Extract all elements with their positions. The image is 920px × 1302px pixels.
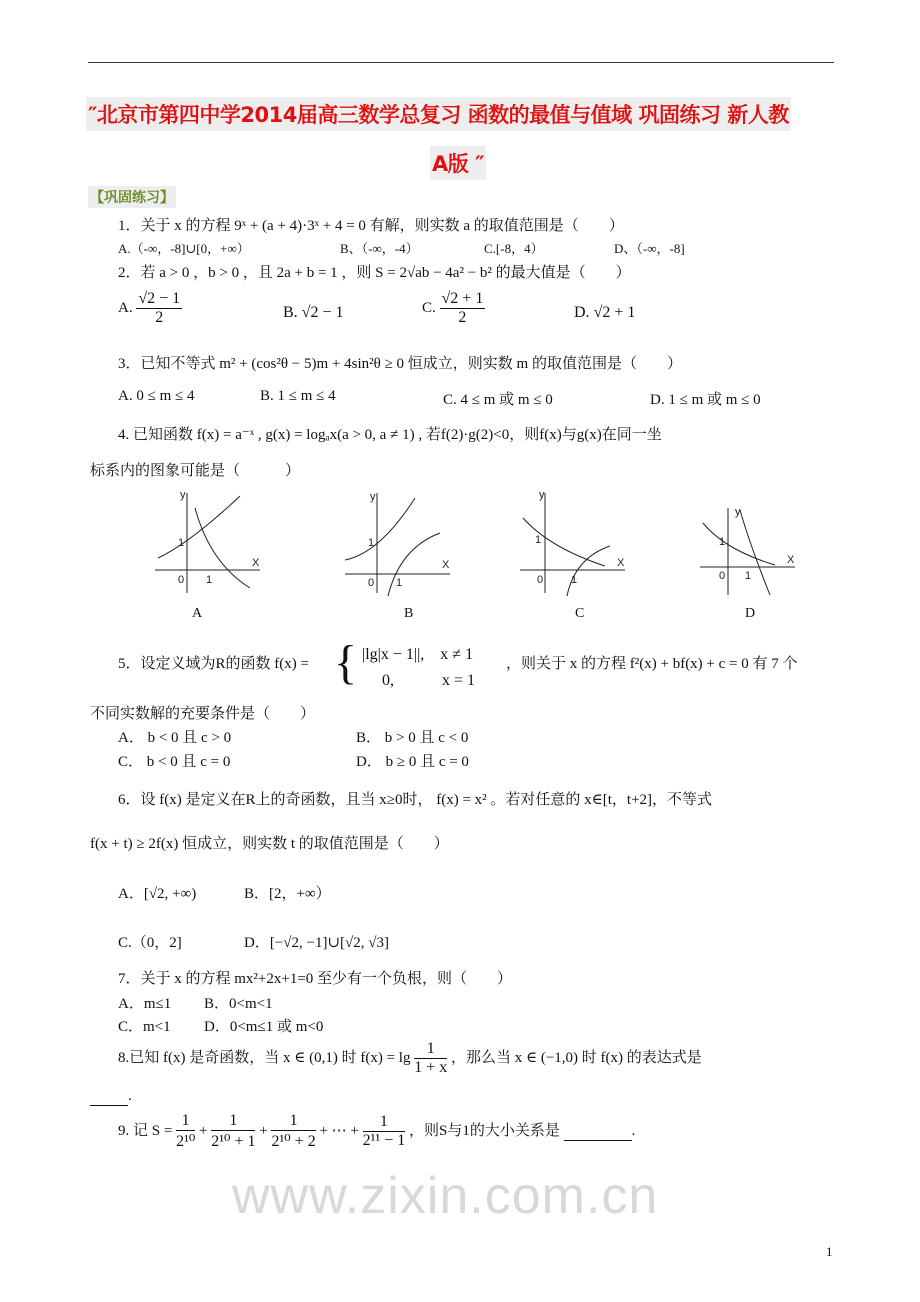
q2-stem: 2．若 a > 0 ，b > 0 ，且 2a + b = 1 ，则 S = 2√ab − 4a² − b² 的最大值是（ ） [118,265,631,281]
blank-line[interactable] [90,1088,128,1106]
q9-stem-b: ，则S与1的大小关系是 [408,1122,560,1139]
q6-stem-line-2: f(x + t) ≥ 2f(x) 恒成立，则实数 t 的取值范围是（ ） [90,836,449,852]
numerator: √2 + 1 [441,290,484,307]
denominator: 2 [155,309,164,326]
q5-option-a: A． b < 0 且 c > 0 [118,730,232,746]
option-label: C. [422,299,436,316]
term-3 [271,1112,315,1151]
q1-option-d: D、（-∞，-8] [614,241,685,256]
q4-stem-line-2: 标系内的图象可能是（ ） [90,463,301,479]
q1-option-b: B、（-∞，-4） [340,241,419,256]
option-value: √2 + 1 [593,304,636,321]
zero-label: 0 [178,574,185,586]
q7-option-c: C．m<1 [118,1019,171,1035]
q8-answer-blank[interactable] [90,1088,132,1106]
option-value: √2 − 1 [301,304,344,321]
y-label: y [539,489,545,501]
q9-stem [118,1112,635,1151]
graph-b [340,488,460,598]
q7-option-b: B．0<m<1 [204,996,273,1012]
denominator: 2¹⁰ + 1 [211,1133,256,1150]
fraction [414,1040,447,1077]
top-rule [88,62,834,63]
q9-stem-a: 9. 记 S = [118,1122,173,1139]
q6-option-b: B．[2，+∞） [244,886,331,902]
one-label: 1 [178,537,185,549]
q6-option-c: C.（0，2] [118,935,182,951]
curve-exponential [345,498,415,560]
one-label: 1 [745,570,752,582]
fraction [136,290,182,327]
zero-label: 0 [368,577,375,589]
q3-option-a: A. 0 ≤ m ≤ 4 [118,388,195,404]
term-2 [211,1112,255,1151]
graph-b-label: B [404,606,414,621]
q5-stem-b: ，则关于 x 的方程 f²(x) + bf(x) + c = 0 有 7 个 [506,656,798,672]
curve-log [740,510,770,595]
ellipsis: + ⋯ + [319,1122,359,1139]
q7-option-d: D．0<m≤1 或 m<0 [204,1019,324,1035]
q1-option-a: A.（-∞，-8]∪[0，+∞） [118,241,250,256]
graph-c-label: C [575,606,585,621]
graph-a [150,488,270,598]
q1-stem: 1．关于 x 的方程 9ˣ + (a + 4)·3ˣ + 4 = 0 有解，则实数 a 的取值范围是（ ） [118,218,624,234]
plus: + [259,1122,268,1139]
curve-exponential [703,523,775,565]
numerator: 1 [271,1112,315,1131]
numerator: √2 − 1 [138,290,181,307]
x-label: X [252,557,260,569]
fraction [440,290,486,327]
term-1 [176,1112,195,1151]
graph-a-label: A [192,606,203,621]
one-label: 1 [571,574,578,586]
one-label: 1 [206,574,213,586]
x-label: X [617,557,625,569]
denominator: 2¹⁰ [176,1133,196,1150]
q6-stem-line-1: 6．设 f(x) 是定义在R上的奇函数，且当 x≥0时， f(x) = x² 。若对任意的 x∈[t，t+2]，不等式 [118,792,713,808]
q2-option-c [422,290,485,327]
y-label: y [370,491,376,503]
y-label: y [180,489,186,501]
one-label: 1 [719,536,726,548]
page-number: 1 [826,1244,833,1259]
zero-label: 0 [537,574,544,586]
one-label: 1 [396,577,403,589]
q5-option-b: B． b > 0 且 c < 0 [356,730,469,746]
q2-option-d [574,304,635,322]
graph-d [695,505,805,600]
x-label: X [787,554,795,566]
option-label: D. [574,304,590,321]
q8-stem-line-1 [118,1040,702,1077]
y-label: y [735,506,741,518]
q5-case-2: 0, x = 1 [382,672,476,689]
q9-answer-blank[interactable] [564,1123,632,1141]
q6-option-d: D．[−√2, −1]∪[√2, √3] [244,935,389,951]
one-label: 1 [368,537,375,549]
q3-stem: 3．已知不等式 m² + (cos²θ − 5)m + 4sin²θ ≥ 0 恒成立，则实数 m 的取值范围是（ ） [118,356,682,372]
denominator: 2¹¹ − 1 [362,1132,406,1149]
denominator: 1 + x [414,1059,448,1076]
numerator: 1 [176,1112,195,1131]
q5-stem-line-2: 不同实数解的充要条件是（ ） [90,706,316,722]
numerator: 1 [363,1113,406,1132]
section-heading: 【巩固练习】 [88,186,176,208]
period: . [128,1088,132,1104]
zero-label: 0 [719,570,726,582]
graph-d-label: D [745,606,756,621]
q5-stem-a: 5．设定义域为R的函数 f(x) = [118,656,309,672]
q4-stem-line-1: 4. 已知函数 f(x) = a⁻ˣ , g(x) = logₐx(a > 0, a ≠ 1) , 若f(2)·g(2)<0，则f(x)与g(x)在同一坐 [118,427,662,443]
option-label: A. [118,299,133,316]
curve-log [195,508,250,588]
option-label: B. [283,304,298,321]
x-label: X [442,559,450,571]
q7-stem: 7．关于 x 的方程 mx²+2x+1=0 至少有一个负根，则（ ） [118,971,513,987]
q3-option-d: D. 1 ≤ m 或 m ≤ 0 [650,392,761,408]
q3-option-b: B. 1 ≤ m ≤ 4 [260,388,336,404]
watermark: www.zixin.com.cn [232,1167,659,1225]
q3-option-c: C. 4 ≤ m 或 m ≤ 0 [443,392,553,408]
one-label: 1 [535,534,542,546]
plus: + [199,1122,208,1139]
period: . [631,1122,636,1139]
denominator: 2 [458,309,467,326]
q8-stem-a: 8.已知 f(x) 是奇函数，当 x ∈ (0,1) 时 f(x) = lg [118,1049,411,1066]
q1-option-c: C.[-8，4） [484,241,544,256]
q5-option-d: D． b ≥ 0 且 c = 0 [356,754,469,770]
curve-exponential [158,496,240,558]
q2-option-b [283,304,343,322]
numerator: 1 [414,1040,447,1059]
q6-option-a: A．[√2, +∞) [118,886,197,902]
numerator: 1 [211,1112,255,1131]
brace: { [334,636,358,689]
title-line-2: A版 ″ [430,146,486,180]
q2-option-a [118,290,182,327]
q5-option-c: C． b < 0 且 c = 0 [118,754,231,770]
graph-c [515,488,635,598]
q5-case-1: |lg|x − 1||, x ≠ 1 [362,646,474,663]
q8-stem-b: ，那么当 x ∈ (−1,0) 时 f(x) 的表达式是 [450,1049,702,1066]
title-line-1: ″北京市第四中学2014届高三数学总复习 函数的最值与值域 巩固练习 新人教 [86,97,791,131]
term-last [363,1113,406,1150]
denominator: 2¹⁰ + 2 [271,1133,316,1150]
q7-option-a: A．m≤1 [118,996,172,1012]
